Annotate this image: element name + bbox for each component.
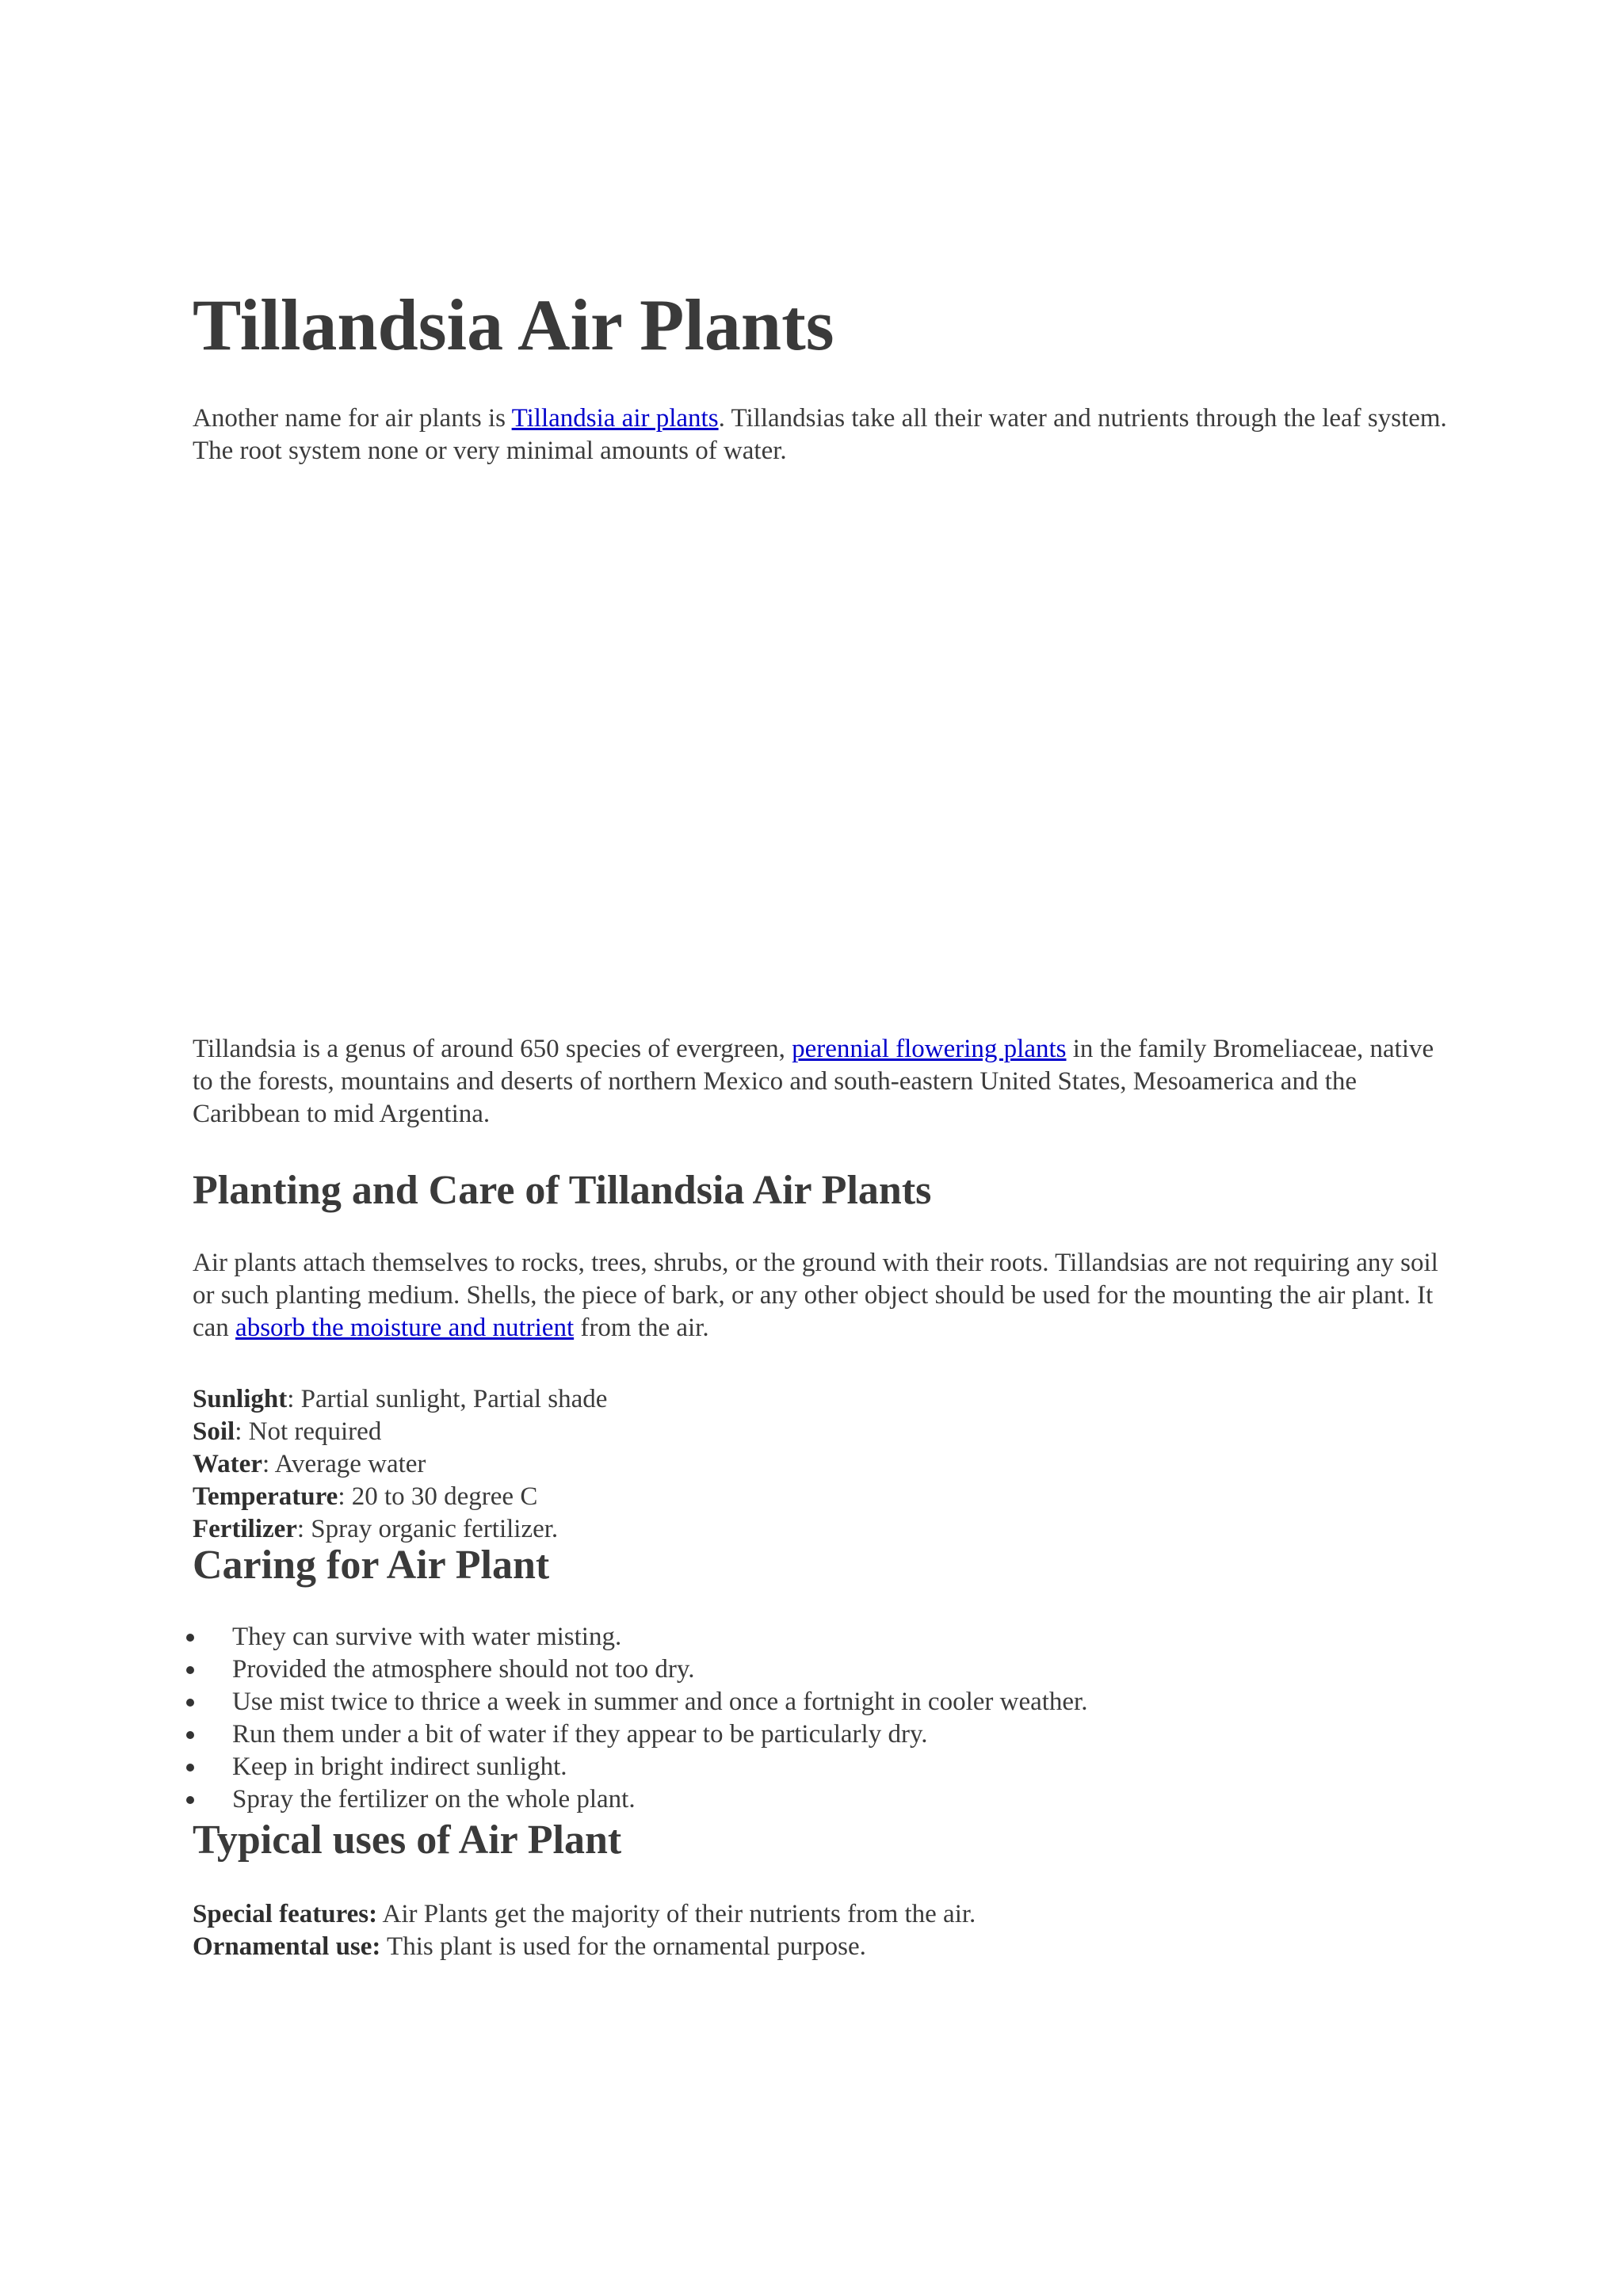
list-item-text: Run them under a bit of water if they appear to be particularly dry. [232, 1720, 928, 1749]
fact-label: Sunlight [193, 1385, 288, 1413]
genus-paragraph [193, 1033, 1461, 1131]
care-list [193, 1621, 1461, 1816]
uses-paragraph [193, 1898, 1461, 1963]
list-item [193, 1718, 1461, 1751]
list-item [193, 1751, 1461, 1783]
list-item [193, 1653, 1461, 1686]
bullet-icon [186, 1796, 194, 1804]
use-special-features [193, 1898, 1461, 1931]
fact-fertilizer [193, 1513, 1461, 1546]
list-item [193, 1783, 1461, 1816]
intro-text-before: Another name for air plants is [193, 404, 512, 433]
use-label: Special features: [193, 1900, 378, 1928]
fact-label: Fertilizer [193, 1515, 297, 1543]
use-ornamental [193, 1931, 1461, 1963]
list-item-text: Use mist twice to thrice a week in summer and once a fortnight in cooler weather. [232, 1688, 1088, 1716]
plant-facts [193, 1383, 1461, 1546]
list-item [193, 1686, 1461, 1718]
fact-value: : Not required [235, 1417, 382, 1446]
bullet-icon [186, 1699, 194, 1707]
fact-value: : Partial sunlight, Partial shade [287, 1385, 608, 1413]
list-item-text: Spray the fertilizer on the whole plant. [232, 1785, 636, 1814]
genus-text-before: Tillandsia is a genus of around 650 species of evergreen, [193, 1035, 792, 1063]
genus-text-after: in the family Bromeliaceae, native to the forests, mountains and deserts of northern Mexico and south-eastern United States, Mesoamerica and the Caribbean to mid Argentina. [193, 1035, 1434, 1128]
fact-label: Soil [193, 1417, 235, 1446]
page-title: Tillandsia Air Plants [193, 284, 834, 365]
perennial-flowering-plants-link[interactable]: perennial flowering plants [792, 1035, 1067, 1063]
bullet-icon [186, 1634, 194, 1642]
tillandsia-air-plants-link[interactable]: Tillandsia air plants [511, 404, 719, 433]
planting-heading: Planting and Care of Tillandsia Air Plants [193, 1168, 932, 1213]
intro-text-after: . Tillandsias take all their water and nutrients through the leaf system. The root system none or very minimal amounts of water. [193, 404, 1447, 465]
use-value: This plant is used for the ornamental purpose. [380, 1932, 866, 1961]
fact-sunlight [193, 1383, 1461, 1416]
bullet-icon [186, 1666, 194, 1674]
fact-value: : 20 to 30 degree C [338, 1482, 538, 1511]
planting-paragraph [193, 1247, 1461, 1344]
use-value: Air Plants get the majority of their nutrients from the air. [377, 1900, 976, 1928]
fact-value: : Spray organic fertilizer. [296, 1515, 559, 1543]
planting-text-before: Air plants attach themselves to rocks, trees, shrubs, or the ground with their roots. Tillandsias are not requiring any soil or such planting medium. Shells, the piece of bark, or any other object should be used for the mounting the air plant. It can [193, 1249, 1438, 1342]
list-item-text: Provided the atmosphere should not too dry. [232, 1655, 695, 1684]
fact-label: Water [193, 1450, 262, 1478]
planting-text-after: from the air. [574, 1314, 709, 1342]
intro-paragraph [193, 402, 1461, 467]
bullet-icon [186, 1731, 194, 1739]
fact-water [193, 1448, 1461, 1481]
list-item-text: They can survive with water misting. [232, 1623, 622, 1651]
use-label: Ornamental use: [193, 1932, 381, 1961]
fact-temperature [193, 1481, 1461, 1513]
list-item [193, 1621, 1461, 1653]
fact-label: Temperature [193, 1482, 338, 1511]
caring-heading: Caring for Air Plant [193, 1543, 550, 1588]
absorb-moisture-link[interactable]: absorb the moisture and nutrient [235, 1314, 575, 1342]
list-item-text: Keep in bright indirect sunlight. [232, 1753, 567, 1781]
uses-heading: Typical uses of Air Plant [193, 1817, 622, 1863]
bullet-icon [186, 1764, 194, 1772]
fact-soil [193, 1416, 1461, 1448]
fact-value: : Average water [262, 1450, 426, 1478]
